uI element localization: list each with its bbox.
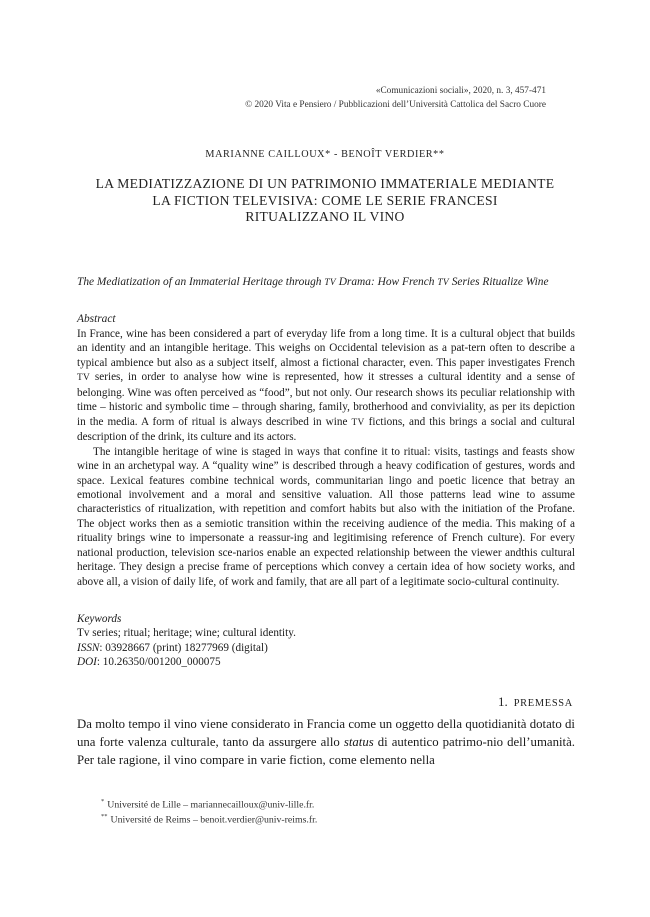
- english-title-part: The Mediatization of an Immaterial Heritage through: [77, 276, 325, 288]
- abstract-text: series, in order to analyse how wine is represented, how it stresses a cultural identity and a sense of belonging. Wine was often perceived as “food”, but not only. Our research shows its peculiar relationship with time – historic and symbolic time – through sharing, family, brotherhood and conviviality, as per its depiction in the media. A form of ritual is always described in wine: [77, 371, 575, 428]
- keywords-list: Tv series; ritual; heritage; wine; cultural identity.: [77, 627, 296, 640]
- issn-line: [77, 641, 575, 655]
- footnote-text: Université de Lille – mariannecailloux@univ-lille.fr.: [107, 799, 315, 811]
- keywords-block: [77, 612, 575, 670]
- english-title-part: Drama: How French: [335, 276, 438, 288]
- footnote-2: [101, 811, 317, 826]
- body-text-part: di autentico patrimo-nio dell’umanità. Per tale ragione, il vino compare in varie fiction, come elemento nella: [77, 735, 575, 768]
- abstract-text: fictions, and this brings a social and cultural description of the drink, its culture and its actors.: [77, 415, 575, 444]
- copyright-line: © 2020 Vita e Pensiero / Pubblicazioni dell’Università Cattolica del Sacro Cuore: [245, 100, 546, 110]
- article-title: [72, 176, 578, 226]
- section-title: PREMESSA: [513, 698, 573, 709]
- english-title-tv: TV: [437, 278, 449, 288]
- footnote-mark: **: [101, 812, 108, 820]
- abstract-body: [77, 327, 575, 589]
- english-title: [77, 275, 577, 291]
- doi-label: DOI: [77, 656, 97, 669]
- section-heading: [498, 694, 573, 710]
- footnote-mark: *: [101, 798, 105, 805]
- footnotes: [101, 796, 317, 826]
- abstract-text: In France, wine has been considered a part of everyday life from a long time. It is a cultural object that builds an identity and an intangible heritage. This weighs on Occidental television as a pat-tern often to describe a typical ambience but also as a subject itself, almost a fictional character, even. This paper investigates French: [77, 328, 575, 369]
- keywords-heading: Keywords: [77, 613, 122, 625]
- footnote-text: Université de Reims – benoit.verdier@univ-reims.fr.: [110, 814, 318, 826]
- title-line-2: LA FICTION TELEVISIVA: COME LE SERIE FRANCESI: [152, 192, 498, 208]
- doi-value: : 10.26350/001200_000075: [96, 656, 221, 669]
- abstract-tv: TV: [351, 417, 365, 428]
- abstract-heading: Abstract: [77, 313, 116, 325]
- journal-citation: «Comunicazioni sociali», 2020, n. 3, 457-471: [375, 86, 546, 96]
- english-title-part: Series Ritualize Wine: [448, 276, 549, 288]
- title-line-1: LA MEDIATIZZAZIONE DI UN PATRIMONIO IMMATERIALE MEDIANTE: [95, 176, 555, 191]
- english-title-tv: TV: [324, 278, 336, 288]
- issn-label: ISSN: [77, 641, 100, 654]
- abstract-paragraph-2: The intangible heritage of wine is staged in ways that confine it to ritual: visits, tastings and feasts show wine in an archetypal way. A “quality wine” is described through a heavy codification of gestures, words and space. Lexical features combine technical words, communitarian lingo and poetic licence that betray an emotional involvement and a moral and sensitive valuation. All those patterns lead wine to assume characteristics of ritualization, with repetition and comfort habits but also with the initiation of the Profane. The object works then as a semiotic transition within the receiving audience of the media. This making of a rituality brings wine to impersonate a reassur-ing and legitimising reference of French culture). For every national production, television sce-narios enable an expected relationship between the viewer andthis cultural heritage. They design a precise frame of perceptions which convey a certain idea of how society works, and above all, a vision of daily life, of work and family, that are all part of a legitimate socio-cultural continuity.: [77, 445, 575, 588]
- doi-line: [77, 655, 575, 669]
- journal-header: [245, 84, 546, 112]
- abstract-tv: TV: [77, 373, 91, 384]
- section-number: 1.: [497, 694, 508, 709]
- body-text-part: Da molto tempo il vino viene considerato in Francia come un oggetto della quotidianità dotato di una forte valenza culturale, tanto da assurgere allo: [77, 717, 575, 750]
- issn-value: : 03928667 (print) 18277969 (digital): [99, 641, 268, 654]
- footnote-1: [101, 796, 317, 811]
- abstract-paragraph-1: [77, 327, 575, 445]
- body-text-italic: status: [343, 735, 374, 750]
- body-paragraph: [77, 715, 575, 770]
- title-line-3: RITUALIZZANO IL VINO: [245, 209, 405, 224]
- authors: MARIANNE CAILLOUX* - BENOÎT VERDIER**: [205, 149, 445, 160]
- body-text: [77, 715, 575, 770]
